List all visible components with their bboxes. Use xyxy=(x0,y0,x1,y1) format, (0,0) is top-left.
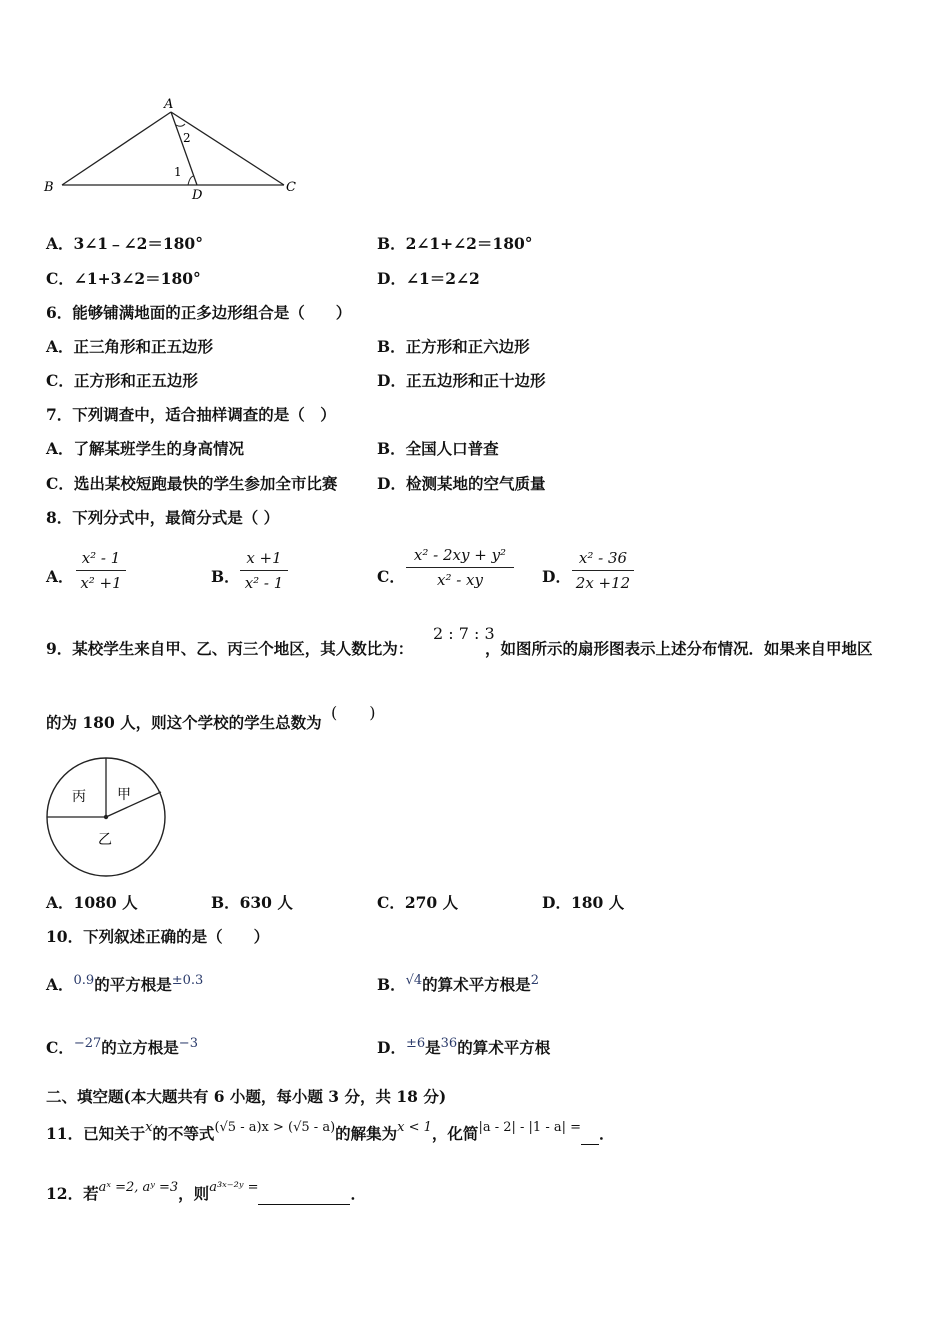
q12-line: 12．若$^{aˣ =2, aʸ =3}$，则$^{a^3ˣ^{-2}ʸ =}$ ． xyxy=(46,1180,366,1203)
q9-stem-line2: 的为 180 人，则这个学校的学生总数为 xyxy=(46,713,322,732)
q11-line: 11．已知关于$^x$的不等式$^{(√5 - a)x > (√5 - a)}$的解集为$^{x < 1}$，化简$^{|a - 2| - |1 - a| =}$ ． xyxy=(46,1120,615,1143)
q9-answer-paren: ( ) xyxy=(331,703,376,722)
label-angle-1: 1 xyxy=(174,165,182,179)
label-d: D xyxy=(192,188,203,203)
q7-option-c[interactable]: C．选出某校短跑最快的学生参加全市比赛 xyxy=(46,474,338,493)
q9-stem-part1: 9．某校学生来自甲、乙、丙三个地区，其人数比为： xyxy=(46,639,414,658)
pie-label-c: 丙 xyxy=(72,789,86,805)
q9-option-d[interactable]: D．180 人 xyxy=(542,893,625,912)
q10-option-d[interactable]: D．$^{\pm 6}$是$^{36}$的算术平方根 xyxy=(377,1036,551,1057)
label-c: C xyxy=(286,180,296,195)
q8-option-a-letter[interactable]: A． xyxy=(46,567,74,586)
q6-option-a[interactable]: A．正三角形和正五边形 xyxy=(46,337,214,356)
q9-option-a[interactable]: A．1080 人 xyxy=(46,893,138,912)
q8-option-c-letter[interactable]: C． xyxy=(377,567,405,586)
q8-option-d-letter[interactable]: D． xyxy=(542,567,571,586)
triangle-figure xyxy=(40,92,300,204)
q8-option-b-letter[interactable]: B． xyxy=(211,567,240,586)
q7-option-d[interactable]: D．检测某地的空气质量 xyxy=(377,474,546,493)
q9-ratio: 2 : 7 : 3 xyxy=(433,624,495,643)
q9-stem-part2: ，如图所示的扇形图表示上述分布情况．如果来自甲地区 xyxy=(485,639,873,658)
q7-stem: 7．下列调查中，适合抽样调查的是（ ） xyxy=(46,405,336,424)
side-ac xyxy=(171,112,284,185)
q7-option-b[interactable]: B．全国人口普查 xyxy=(377,439,499,458)
q12-answer-blank[interactable] xyxy=(258,1184,350,1205)
label-b: B xyxy=(44,180,54,195)
label-angle-2: 2 xyxy=(183,131,191,145)
q9-option-c[interactable]: C．270 人 xyxy=(377,893,459,912)
q6-option-b[interactable]: B．正方形和正六边形 xyxy=(377,337,530,356)
q5-option-d[interactable]: D．∠1＝2∠2 xyxy=(377,269,480,288)
q5-option-b[interactable]: B．2∠1+∠2＝180° xyxy=(377,234,533,253)
q8-fraction-d: x² - 36 2x +12 xyxy=(572,548,634,593)
pie-label-a: 甲 xyxy=(117,787,131,803)
angle-2-arc xyxy=(176,124,185,126)
q6-option-c[interactable]: C．正方形和正五边形 xyxy=(46,371,198,390)
q6-option-d[interactable]: D．正五边形和正十边形 xyxy=(377,371,546,390)
pie-radius-right xyxy=(106,792,161,817)
section2-title: 二、填空题(本大题共有 6 小题，每小题 3 分，共 18 分) xyxy=(46,1087,447,1106)
q10-stem: 10．下列叙述正确的是（ ） xyxy=(46,927,270,946)
q10-option-c[interactable]: C．$^{-27}$的立方根是$^{-3}$ xyxy=(46,1036,198,1057)
q8-fraction-a: x² - 1 x² +1 xyxy=(76,548,126,593)
q6-stem: 6．能够铺满地面的正多边形组合是（ ） xyxy=(46,303,352,322)
q7-option-a[interactable]: A．了解某班学生的身高情况 xyxy=(46,439,245,458)
q8-fraction-c: x² - 2xy + y² x² - xy xyxy=(406,545,514,590)
q8-stem: 8．下列分式中，最简分式是（ ） xyxy=(46,508,280,527)
pie-label-b: 乙 xyxy=(98,832,112,848)
q5-option-c[interactable]: C．∠1+3∠2＝180° xyxy=(46,269,201,288)
side-ab xyxy=(62,112,171,185)
pie-center xyxy=(104,815,108,819)
q10-option-b[interactable]: B．$^{√4}$的算术平方根是$^2$ xyxy=(377,973,539,994)
q9-option-b[interactable]: B．630 人 xyxy=(211,893,293,912)
q5-option-a[interactable]: A．3∠1﹣∠2＝180° xyxy=(46,234,203,253)
q11-answer-blank[interactable] xyxy=(581,1124,599,1145)
q10-option-a[interactable]: A．$^{0.9}$的平方根是$^{\pm 0.3}$ xyxy=(46,973,204,994)
q8-fraction-b: x +1 x² - 1 xyxy=(240,548,288,593)
pie-chart xyxy=(40,752,174,884)
label-a: A xyxy=(164,97,174,112)
angle-1-arc xyxy=(188,176,194,185)
